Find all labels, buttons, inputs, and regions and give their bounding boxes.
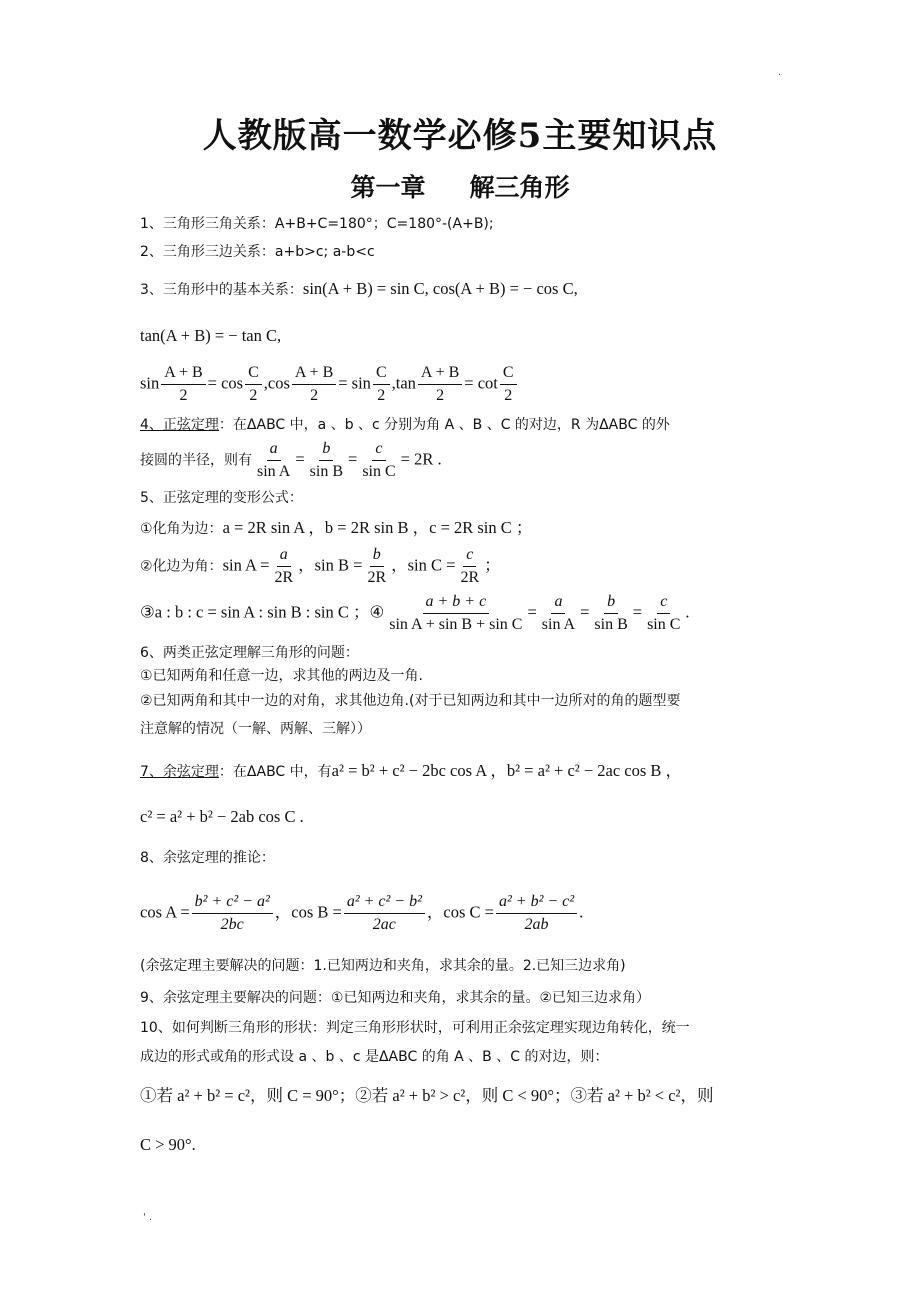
item-8-note: (余弦定理主要解决的问题：1.已知两边和夹角，求其余的量。2.已知三边求角) (140, 958, 626, 974)
numerator: a² + c² − b² (344, 893, 425, 914)
formula-tail: = 2R . (400, 449, 442, 469)
item-1: 1、三角形三角关系：A+B+C=180°；C=180°-(A+B); (140, 216, 494, 232)
item-4-text: ：在ΔABC 中，a 、b 、c 分别为角 A 、B 、C 的对边，R 为ΔABC 的外 (218, 417, 670, 433)
item-5-1 (140, 518, 532, 539)
item-2: 2、三角形三边关系：a+b>c; a-b<c (140, 244, 375, 260)
denominator: 2ab (524, 916, 549, 933)
formula-tail: ； (484, 555, 501, 575)
fraction (539, 593, 578, 634)
fraction (364, 546, 389, 587)
denominator: 2 (504, 387, 513, 404)
denominator: sin C (647, 616, 681, 633)
denominator: sin C (362, 463, 396, 480)
item-5-1-label: ①化角为边： (140, 521, 223, 537)
fn-text: ，sin B = (298, 555, 363, 575)
numerator: a² + b² − c² (496, 893, 577, 914)
formula-ratio: ③a : b : c = sin A : sin B : sin C ；④ (140, 602, 385, 622)
fraction (254, 440, 293, 481)
numerator: C (245, 364, 262, 385)
formula-angle-to-side: a = 2R sin A ，b = 2R sin B ，c = 2R sin C ； (222, 518, 533, 537)
fraction (418, 364, 462, 405)
formula-cosine-law-c: c² = a² + b² − 2ab cos C . (140, 807, 304, 826)
fraction (500, 364, 517, 405)
fn-text: sin A = (222, 555, 270, 575)
chapter-heading (0, 168, 920, 204)
chapter-name: 解三角形 (469, 173, 570, 202)
item-4-line2: 接圆的半径，则有 $\frac{a}{\text{sin A}}$ = $\frac{b}{\text{sin B}}$ = $\frac{c}{\text{sin C}}$ = 2R . (140, 440, 442, 480)
item-5-3: ③a : b : c = sin A : sin B : sin C ；④ $\frac{a + b + c}{\text{sin A + sin B + sin C}}$ = $\frac{a}{\text{sin A}}$ = $\frac{b}{\text{sin B}}$ = $\frac{c}{\text{sin C}}$ . (140, 593, 690, 633)
item-10-cases: ①若 a² + b² = c²，则 C = 90°；②若 a² + b² > c²，则 C < 90°；③若 a² + b² < c²，则 (140, 1086, 714, 1105)
numerator: b (319, 440, 333, 461)
item-4 (140, 415, 670, 435)
denominator: 2bc (220, 916, 244, 933)
denominator: 2R (274, 569, 294, 586)
item-7-heading: 7、余弦定理 (140, 764, 219, 780)
fraction (292, 364, 336, 405)
chapter-label: 第一章 (350, 173, 426, 202)
numerator: C (500, 364, 517, 385)
numerator: C (373, 364, 390, 385)
denominator: 2R (460, 569, 480, 586)
fraction (644, 593, 683, 634)
item-3-label: 3、三角形中的基本关系： (140, 282, 303, 298)
fraction (344, 893, 425, 934)
item-6-2: ②已知两角和其中一边的对角，求其他边角.(对于已知两边和其中一边所对的角的题型要 (140, 693, 681, 709)
fn-text: ,tan (391, 373, 416, 393)
fn-text: = sin (338, 373, 371, 393)
fraction (386, 593, 525, 634)
fraction (359, 440, 398, 481)
fn-text: ，sin C = (391, 555, 456, 575)
item-4-line2-text: 接圆的半径，则有 (140, 452, 252, 469)
denominator: 2 (179, 387, 188, 404)
fraction (192, 893, 273, 934)
item-6-3: 注意解的情况（一解、两解、三解）） (140, 721, 371, 737)
item-5-2-label: ②化边为角： (140, 558, 223, 575)
item-7 (140, 761, 682, 782)
denominator: sin A (257, 463, 291, 480)
formula-cosine-corollary (140, 893, 583, 934)
numerator: A + B (292, 364, 336, 385)
fraction (373, 364, 390, 405)
fraction (271, 546, 296, 587)
item-10-line2: 成边的形式或角的形式设 a 、b 、c 是ΔABC 的角 A 、B 、C 的对边，则： (140, 1049, 609, 1065)
numerator: c (463, 546, 476, 567)
denominator: sin B (594, 616, 628, 633)
numerator: b (604, 593, 618, 614)
formula-tail: . (685, 602, 690, 622)
denominator: 2 (377, 387, 386, 404)
item-10: 10、如何判断三角形的形状：判定三角形形状时，可利用正余弦定理实现边角转化，统一 (140, 1020, 690, 1036)
denominator: sin B (309, 463, 343, 480)
denominator: 2ac (372, 916, 396, 933)
item-8: 8、余弦定理的推论： (140, 850, 275, 866)
corner-mark: · (778, 70, 782, 81)
numerator: b (370, 546, 384, 567)
fn-text: = cos (207, 373, 244, 393)
numerator: a (277, 546, 291, 567)
denominator: sin A + sin B + sin C (389, 616, 523, 633)
denominator: sin A (541, 616, 576, 633)
item-5: 5、正弦定理的变形公式： (140, 490, 303, 506)
numerator: a (267, 440, 281, 461)
formula-half-angles (140, 364, 519, 405)
numerator: a (551, 593, 565, 614)
fn-text: ,cos (263, 373, 290, 393)
fraction (457, 546, 482, 587)
item-6-1: ①已知两角和任意一边，求其他的两边及一角. (140, 668, 423, 684)
denominator: 2 (310, 387, 319, 404)
item-9: 9、余弦定理主要解决的问题：①已知两边和夹角，求其余的量。②已知三边求角） (140, 990, 651, 1006)
item-4-heading: 4、正弦定理 (140, 417, 219, 433)
fraction (591, 593, 630, 634)
fraction (161, 364, 205, 405)
formula-sum-angles: sin(A + B) = sin C, cos(A + B) = − cos C, (302, 279, 578, 298)
formula-tan: tan(A + B) = − tan C, (140, 326, 282, 345)
numerator: c (657, 593, 670, 614)
item-6: 6、两类正弦定理解三角形的问题： (140, 645, 359, 661)
fraction (245, 364, 262, 405)
numerator: b² + c² − a² (192, 893, 273, 914)
fn-text: = cot (464, 373, 498, 393)
page-title: 人教版高一数学必修5主要知识点 (202, 116, 718, 156)
numerator: c (372, 440, 385, 461)
fn-text: sin (140, 373, 160, 393)
numerator: A + B (418, 364, 462, 385)
denominator: 2R (367, 569, 387, 586)
denominator: 2 (436, 387, 445, 404)
fn-text: ，cos C = (426, 902, 494, 922)
fraction (496, 893, 577, 934)
formula-tail: . (579, 902, 584, 922)
corner-mark: ' . (143, 1212, 153, 1223)
fn-text: cos A = (140, 902, 190, 922)
numerator: A + B (161, 364, 205, 385)
denominator: 2 (249, 387, 258, 404)
item-3 (140, 279, 578, 300)
item-10-cases-end: C > 90°. (140, 1135, 196, 1154)
formula-cosine-law: a² = b² + c² − 2bc cos A ，b² = a² + c² − 2ac cos B ， (331, 761, 683, 780)
item-7-text: ：在ΔABC 中，有 (218, 764, 332, 780)
numerator: a + b + c (423, 593, 490, 614)
fraction (307, 440, 346, 481)
fn-text: ，cos B = (274, 902, 342, 922)
item-5-2 (140, 546, 501, 587)
